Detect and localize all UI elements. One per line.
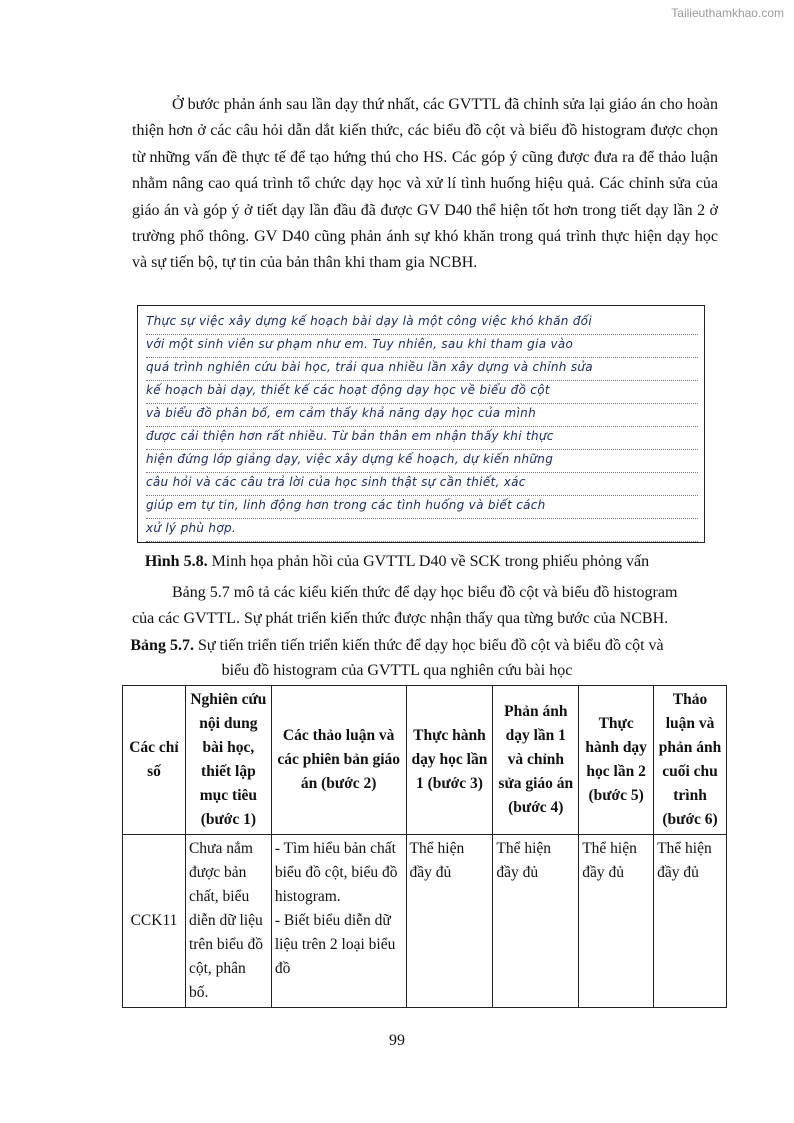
body-paragraph xyxy=(132,92,718,277)
table-intro-line-2: của các GVTTL. Sự phát triển kiến thức được nhận thấy qua từng bước của NCBH. xyxy=(132,610,669,627)
handwriting-line: xử lý phù hợp. xyxy=(146,517,698,542)
table-row xyxy=(123,835,727,1008)
table-cell: Thể hiện đầy đủ xyxy=(493,835,579,1008)
table-intro-line-1: Bảng 5.7 mô tả các kiểu kiến thức để dạy học biểu đồ cột và biểu đồ histogram xyxy=(172,584,678,601)
header-cell: Thực hành dạy học lần 2 (bước 5) xyxy=(579,686,654,835)
page-number: 99 xyxy=(389,1032,405,1049)
header-cell: Các thảo luận và các phiên bản giáo án (bước 2) xyxy=(271,686,406,835)
handwriting-line: quá trình nghiên cứu bài học, trải qua nhiều lần xây dựng và chỉnh sửa xyxy=(146,356,698,381)
table-cell: Thể hiện đầy đủ xyxy=(654,835,727,1008)
table-cell: Thể hiện đầy đủ xyxy=(579,835,654,1008)
handwriting-line: hiện đứng lớp giảng dạy, việc xây dựng kế hoạch, dự kiến những xyxy=(146,448,698,473)
table-caption-line-2: biểu đồ histogram của GVTTL qua nghiên cứu bài học xyxy=(221,662,573,679)
table-caption-line-1 xyxy=(0,637,794,655)
figure-label: Hình 5.8. xyxy=(144,553,208,570)
paragraph-text: Ở bước phản ánh sau lần dạy thứ nhất, các GVTTL đã chỉnh sửa lại giáo án cho hoàn thiện hơn ở các câu hỏi dẫn dắt kiến thức, các biểu đồ cột và biểu đồ histogram được chọn từ những vấn đề thực tế để tạo hứng thú cho HS. Các góp ý cũng được đưa ra để thảo luận nhằm nâng cao quá trình tổ chức dạy học và xử lí tình huống hiệu quả. Các chỉnh sửa của giáo án và góp ý ở tiết dạy lần đầu đã được GV D40 thể hiện tốt hơn trong tiết dạy lần 2 ở trường phổ thông. GV D40 cũng phản ánh sự khó khăn trong quá trình thực hiện dạy học và sự tiến bộ, tự tin của bản thân khi tham gia NCBH. xyxy=(132,96,718,272)
table-header-row xyxy=(123,686,727,835)
watermark-text: Tailieuthamkhao.com xyxy=(671,6,784,20)
handwriting-line: và biểu đồ phân bố, em cảm thấy khả năng dạy học của mình xyxy=(146,402,698,427)
header-cell: Thảo luận và phản ánh cuối chu trình (bước 6) xyxy=(654,686,727,835)
handwritten-response-image xyxy=(137,305,705,543)
handwriting-line: kế hoạch bài dạy, thiết kế các hoạt động dạy học về biểu đồ cột xyxy=(146,379,698,404)
header-cell: Nghiên cứu nội dung bài học, thiết lập mục tiêu (bước 1) xyxy=(185,686,271,835)
header-cell: Thực hành dạy học lần 1 (bước 3) xyxy=(406,686,493,835)
table-cell: - Tìm hiểu bản chất biểu đồ cột, biểu đồ histogram. - Biết biểu diễn dữ liệu trên 2 loại biểu đồ xyxy=(271,835,406,1008)
handwriting-line: câu hỏi và các câu trả lời của học sinh thật sự cần thiết, xác xyxy=(146,471,698,496)
table-label: Bảng 5.7. xyxy=(130,637,194,654)
header-cell: Các chỉ số xyxy=(123,686,186,835)
handwriting-line: với một sinh viên sư phạm như em. Tuy nhiên, sau khi tham gia vào xyxy=(146,333,698,358)
table-caption-text: Sự tiến triển tiến triển kiến thức để dạy học biểu đồ cột và biểu đồ cột và xyxy=(193,637,664,654)
figure-caption xyxy=(0,553,794,571)
handwriting-line: giúp em tự tin, linh động hơn trong các tình huống và biết cách xyxy=(146,494,698,519)
figure-caption-text: Minh họa phản hồi của GVTTL D40 về SCK trong phiếu phỏng vấn xyxy=(207,553,650,570)
knowledge-progress-table xyxy=(122,685,727,1008)
table-cell: CCK11 xyxy=(123,835,186,1008)
table-cell: Thể hiện đầy đủ xyxy=(406,835,493,1008)
header-cell: Phản ánh dạy lần 1 và chỉnh sửa giáo án (bước 4) xyxy=(493,686,579,835)
table-cell: Chưa nắm được bản chất, biểu diễn dữ liệu trên biểu đồ cột, phân bố. xyxy=(185,835,271,1008)
handwriting-line: được cải thiện hơn rất nhiều. Từ bản thân em nhận thấy khi thực xyxy=(146,425,698,450)
handwriting-line: Thực sự việc xây dựng kế hoạch bài dạy là một công việc khó khăn đối xyxy=(146,310,698,335)
